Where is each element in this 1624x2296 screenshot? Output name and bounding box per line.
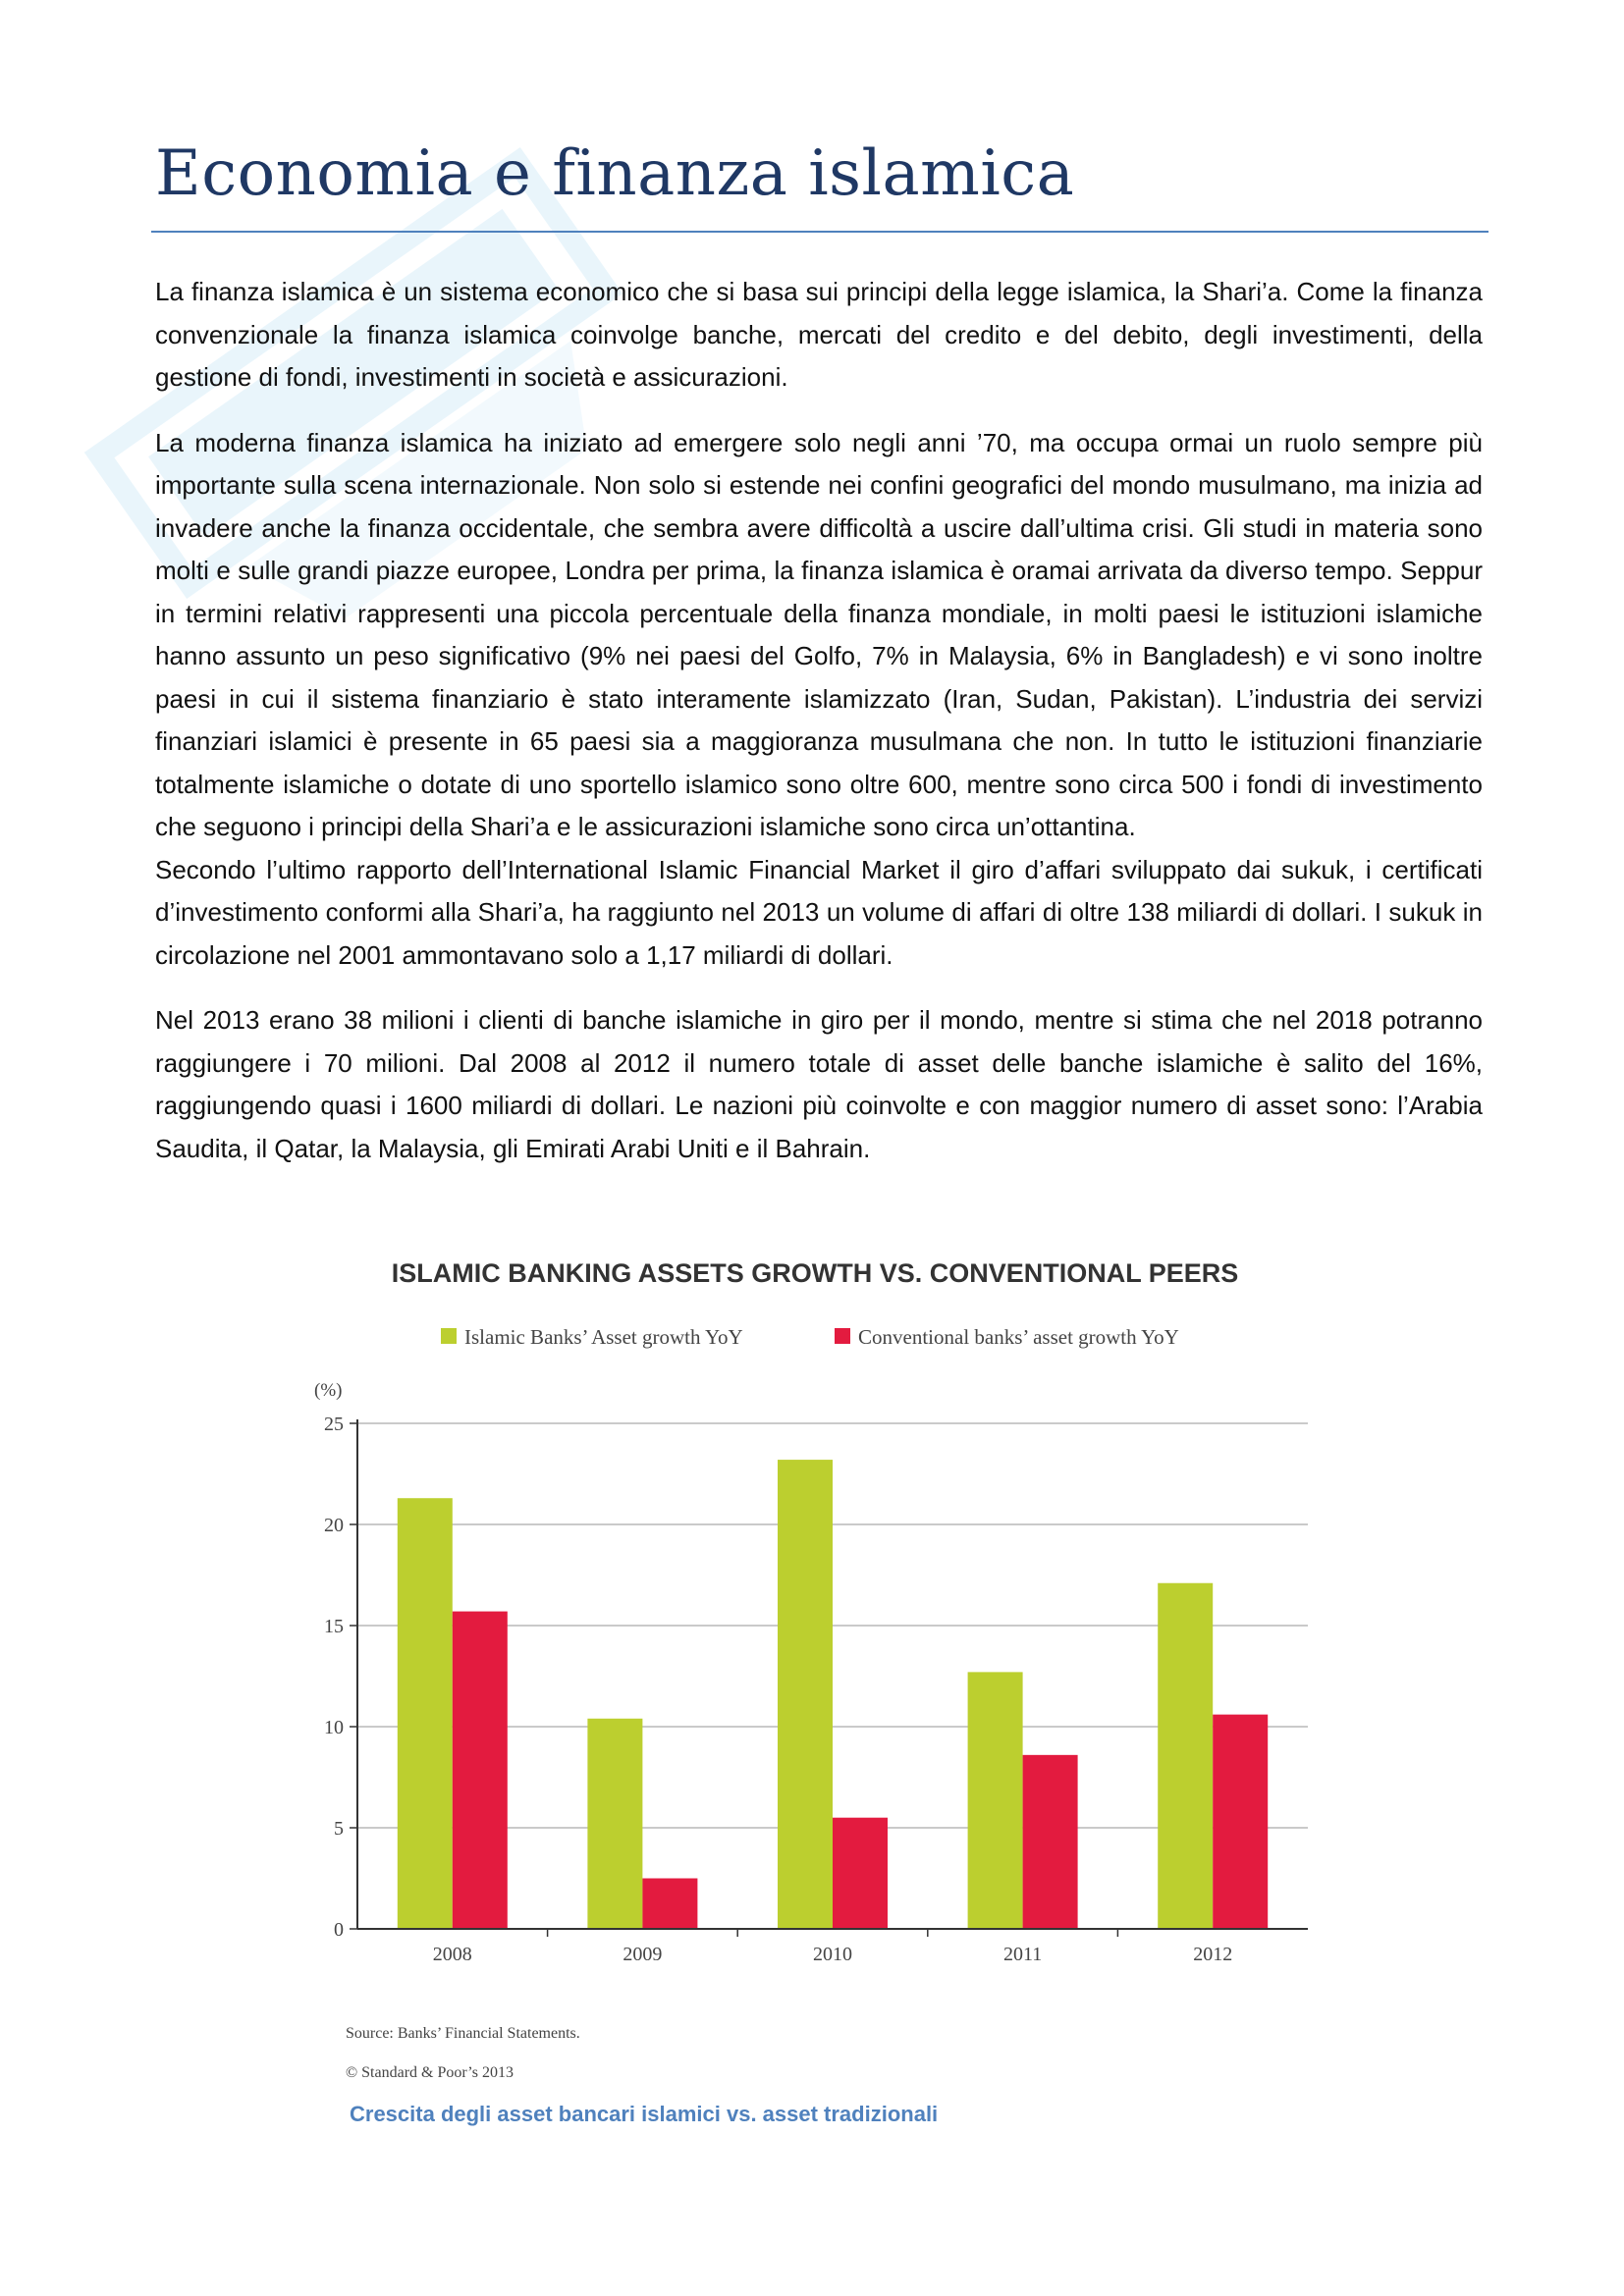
chart: [295, 1247, 1335, 2130]
chart-svg: [295, 1247, 1335, 2130]
y-tick-label: 10: [324, 1717, 344, 1738]
figure-caption: Crescita degli asset bancari islamici vs. asset tradizionali: [350, 2102, 939, 2126]
bar-conventional-2011: [1023, 1755, 1078, 1929]
bar-islamic-2009: [587, 1719, 642, 1929]
paragraph-history: La moderna finanza islamica ha iniziato ad emergere solo negli anni ’70, ma occupa ormai un ruolo sempre più importante sulla scena internazionale. Non solo si estende nei confini geografici del mondo musulmano, ma inizia ad invadere anche la finanza occidentale, che sembra avere difficoltà a uscire dall’ultima crisi. Gli studi in materia sono molti e sulle grandi piazze europee, Londra per prima, la finanza islamica è oramai arrivata da diverso tempo. Seppur in termini relativi rappresenti una piccola percentuale della finanza mondiale, in molti paesi le istituzioni islamiche hanno assunto un peso significativo (9% nei paesi del Golfo, 7% in Malaysia, 6% in Bangladesh) e vi sono inoltre paesi in cui il sistema finanziario è stato interamente islamizzato (Iran, Sudan, Pakistan). L’industria dei servizi finanziari islamici è presente in 65 paesi sia a maggioranza musulmana che non. In tutto le istituzioni finanziarie totalmente islamiche o dotate di uno sportello islamico sono oltre 600, mentre sono circa 500 i fondi di investimento che seguono i principi della Shari’a e le assicurazioni islamiche sono circa un’ottantina.: [155, 427, 1483, 841]
title-rule: [151, 231, 1489, 233]
body-text: [155, 271, 1483, 1193]
bar-islamic-2010: [778, 1460, 833, 1929]
y-axis-unit-label: (%): [314, 1380, 343, 1401]
bar-conventional-2008: [453, 1612, 508, 1929]
bar-islamic-2008: [398, 1498, 453, 1929]
y-tick-label: 5: [334, 1818, 344, 1840]
x-tick-label: 2009: [623, 1944, 663, 1965]
page-title: Economia e finanza islamica: [155, 137, 1075, 210]
y-tick-label: 15: [324, 1616, 344, 1637]
bar-islamic-2012: [1158, 1583, 1213, 1929]
paragraph-clients: Nel 2013 erano 38 milioni i clienti di banche islamiche in giro per il mondo, mentre si stima che nel 2018 potranno raggiungere i 70 milioni. Dal 2008 al 2012 il numero totale di asset delle banche islamiche è salito del 16%, raggiungendo quasi i 1600 miliardi di dollari. Le nazioni più coinvolte e con maggior numero di asset sono: l’Arabia Saudita, il Qatar, la Malaysia, gli Emirati Arabi Uniti e il Bahrain.: [155, 1005, 1483, 1163]
x-tick-label: 2012: [1193, 1944, 1233, 1965]
y-tick-label: 25: [324, 1414, 344, 1435]
bar-conventional-2012: [1213, 1715, 1268, 1929]
legend-swatch-islamic: [441, 1328, 457, 1344]
x-tick-label: 2008: [432, 1944, 472, 1965]
paragraph-intro: La finanza islamica è un sistema economico che si basa sui principi della legge islamica, la Shari’a. Come la finanza convenzionale la finanza islamica coinvolge banche, mercati del credito e del debito, degli investimenti, della gestione di fondi, investimenti in società e assicurazioni.: [155, 277, 1483, 392]
paragraph-sukuk: Secondo l’ultimo rapporto dell’International Islamic Financial Market il giro d’affari sviluppato dai sukuk, i certificati d’investimento conformi alla Shari’a, ha raggiunto nel 2013 un volume di affari di oltre 138 miliardi di dollari. I sukuk in circolazione nel 2001 ammontavano solo a 1,17 miliardi di dollari.: [155, 854, 1483, 970]
x-tick-label: 2010: [813, 1944, 852, 1965]
y-tick-label: 0: [334, 1919, 344, 1941]
bar-conventional-2010: [833, 1818, 888, 1929]
x-tick-label: 2011: [1002, 1944, 1043, 1965]
legend-swatch-conventional: [835, 1328, 850, 1344]
chart-title: ISLAMIC BANKING ASSETS GROWTH VS. CONVENTIONAL PEERS: [391, 1258, 1239, 1288]
bar-islamic-2011: [968, 1672, 1023, 1929]
chart-source: Source: Banks’ Financial Statements.: [346, 2025, 580, 2042]
bars-layer: [398, 1460, 1268, 1929]
legend-label-islamic: Islamic Banks’ Asset growth YoY: [464, 1325, 743, 1349]
y-tick-label: 20: [324, 1515, 344, 1536]
bar-conventional-2009: [642, 1879, 697, 1930]
chart-copyright: © Standard & Poor’s 2013: [346, 2064, 514, 2081]
legend-label-conventional: Conventional banks’ asset growth YoY: [858, 1325, 1179, 1349]
